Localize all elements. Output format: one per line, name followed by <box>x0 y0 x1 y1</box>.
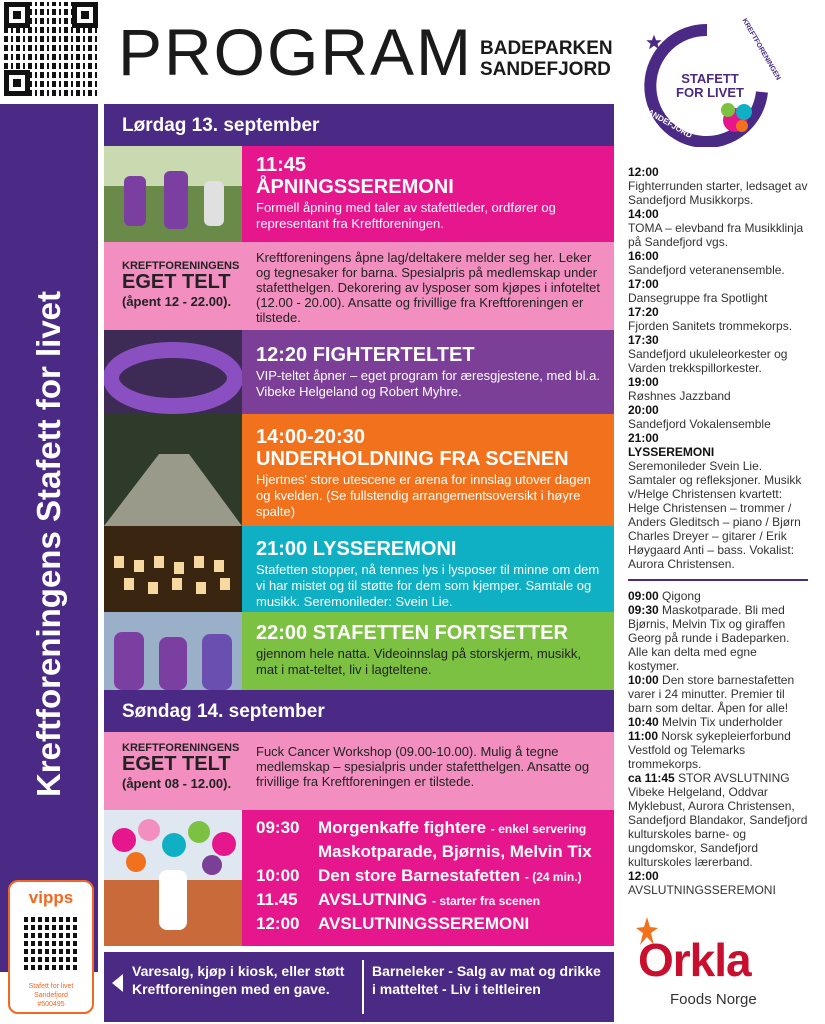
schedule-line: 12:00 AVSLUTNINGSSEREMONI <box>256 914 530 933</box>
logo-ring-right: KREFTFORENINGEN <box>740 17 782 82</box>
bottom-banner <box>104 952 614 1022</box>
event-text: gjennom hele natta. Videoinnslag på storskjerm, musikk, mat i mat-teltet, liv i lagteltene. <box>256 646 581 677</box>
event-time: 14:00-20:30 <box>256 426 365 448</box>
wristband-photo <box>104 330 242 414</box>
tent-label-c: (åpent 12 - 22.00). <box>122 294 232 309</box>
event-stafetten-fortsetter <box>104 612 614 690</box>
venue-line-1: BADEPARKEN <box>480 38 613 59</box>
day-header-saturday: Lørdag 13. september <box>104 104 614 146</box>
balloons-photo <box>104 810 242 946</box>
stage-item: 20:00 Sandefjord Vokalensemble <box>628 403 771 431</box>
tent-label-a: KREFTFORENINGENS <box>122 260 240 272</box>
schedule-line: 10:00 Den store Barnestafetten - (24 min.) <box>256 866 582 885</box>
venue <box>480 38 613 80</box>
sunday-schedule <box>104 810 614 946</box>
event-title: ÅPNINGSSEREMONI <box>256 176 454 198</box>
sunday-stage-list <box>628 589 808 897</box>
tent-label-a: KREFTFORENINGENS <box>122 742 240 754</box>
sponsor-logo <box>632 915 802 1015</box>
event-time: 11:45 <box>256 154 307 176</box>
right-column-schedule <box>628 165 808 897</box>
schedule-line: Maskotparade, Bjørnis, Melvin Tix <box>318 842 592 861</box>
path-photo <box>104 414 242 526</box>
stage-item: 12:00 Fighterrunden starter, ledsaget av Sandefjord Musikkorps. <box>628 165 808 207</box>
sidebar-title: Kreftforeningens Stafett for livet <box>30 290 67 798</box>
vipps-box[interactable] <box>8 880 94 1014</box>
event-title: LYSSEREMONI <box>312 538 457 560</box>
tent-label-b: EGET TELT <box>122 753 231 775</box>
event-lysseremoni <box>104 526 614 612</box>
event-fighterteltet <box>104 330 614 414</box>
event-text: VIP-teltet åpner – eget program for æresgjestene, med bl.a. Vibeke Helgeland og Robert Myhre. <box>256 368 600 399</box>
vipps-number: #500495 <box>37 1001 65 1008</box>
opening-photo <box>104 146 242 242</box>
venue-line-2: SANDEFJORD <box>480 59 611 80</box>
logo-line-2: FOR LIVET <box>676 85 744 100</box>
kreftforeningen-tent-saturday <box>104 242 614 330</box>
tent-label-c: (åpent 08 - 12.00). <box>122 776 232 791</box>
candles-photo <box>104 526 242 612</box>
stafett-logo <box>640 17 782 147</box>
stage-item: 21:00 <box>628 431 659 445</box>
schedule-line: 09:30 Morgenkaffe fightere - enkel servering <box>256 818 587 837</box>
logo-ring-left: SANDEFJORD <box>641 104 694 141</box>
bottom-right-text: Barneleker - Salg av mat og drikke i matteltet - Liv i teltleiren <box>372 963 601 997</box>
event-text: Stafetten stopper, nå tennes lys i lysposer til minne om dem vi har mistet og til støtte for dem som kjemper. Samtale og musikk. Seremonileder: Svein Lie. <box>256 562 600 609</box>
day-header-sunday: Søndag 14. september <box>104 690 614 732</box>
stage-item: 09:30 Maskotparade. Bli med Bjørnis, Melvin Tix og giraffen Georg på runde i Badeparken. Alle kan delta med egne kostymer. <box>628 603 790 673</box>
tent-text: Fuck Cancer Workshop (09.00-10.00). Mulig å tegne medlemskap – spesialpris under stafetthelgen. Ansatte og frivillige fra Kreftforeningen er tilstede. <box>256 744 590 789</box>
tent-label-b: EGET TELT <box>122 271 231 293</box>
tent-text: Kreftforeningens åpne lag/deltakere melder seg her. Leker og tegnesaker for barna. Spesialpris på medlemskap under stafetthelgen. Dekorering av lysposer som kjøpes i infoteltet (12.00 - 20.00). Ansatte og frivillige fra Kreftforeningen er tilstede. <box>256 250 600 325</box>
schedule-line: 11.45 AVSLUTNING - starter fra scenen <box>256 890 541 909</box>
event-title: FIGHTERTELTET <box>312 344 475 366</box>
stage-item: 16:00 Sandefjord veteranensemble. <box>628 249 785 277</box>
stage-item: 11:00 Norsk sykepleierforbund Vestfold og Telemarks trommekorps. <box>628 729 791 771</box>
event-time: 21:00 <box>256 538 308 560</box>
stage-item: 09:00 Qigong <box>628 589 701 603</box>
event-underholdning <box>104 414 614 526</box>
qr-code[interactable] <box>4 2 98 96</box>
stage-item: 10:40 Melvin Tix underholder <box>628 715 783 729</box>
bottom-left-text: Varesalg, kjøp i kiosk, eller støtt Kreftforeningen med en gave. <box>132 963 345 997</box>
stage-item: 10:00 Den store barnestafetten varer i 24 minutter. Premier til barn som deltar. Åpen for alle! <box>628 673 795 715</box>
kreftforeningen-tent-sunday <box>104 732 614 810</box>
logo-line-1: STAFETT <box>681 71 739 86</box>
vipps-qr-code[interactable] <box>24 914 80 970</box>
stage-item: 14:00 TOMA – elevband fra Musikklinja på Sandefjord vgs. <box>628 207 804 249</box>
sponsor-name: Orkla <box>638 934 751 986</box>
sidebar <box>0 104 98 972</box>
event-text: Hjertnes' store utescene er arena for innslag utover dagen og kvelden. (Se fullstendig arrangementsoversikt i høyre spalte) <box>256 472 591 519</box>
event-opening <box>104 146 614 242</box>
event-title: UNDERHOLDNING FRA SCENEN <box>256 448 569 470</box>
walkers-photo <box>104 612 242 690</box>
left-arrow-icon <box>112 974 123 992</box>
stage-item: 17:20 Fjorden Sanitets trommekorps. <box>628 305 793 333</box>
page-title: PROGRAM <box>118 15 474 89</box>
saturday-stage-list <box>628 165 808 571</box>
event-time: 12:20 <box>256 344 308 366</box>
stage-item: 19:00 Røshnes Jazzband <box>628 375 731 403</box>
vipps-caption: Stafett for livet Sandefjord <box>28 983 74 999</box>
vipps-label: vipps <box>28 888 74 907</box>
stage-item: 17:30 Sandefjord ukuleleorkester og Varden trekkspillorkester. <box>628 333 788 375</box>
sponsor-sub: Foods Norge <box>670 991 757 1008</box>
stage-item: 17:00 Dansegruppe fra Spotlight <box>628 277 768 305</box>
stage-item: Vibeke Helgeland, Oddvar Myklebust, Aurora Christensen, Sandefjord Blandakor, Sandefjord kulturskoles barne- og ungdomskor, Sandefjord kulturskoles lærerband. <box>628 785 808 869</box>
stage-item: LYSSEREMONI Seremonileder Svein Lie. Samtaler og refleksjoner. Musikk v/Helge Christensen kvartett: Helge Christensen – trommer / Anders Gleditsch – piano / Bjørn Charles Dreyer – gitarer / Erik Høygaard Anti – bass. Vokalist: Aurora Christensen. <box>628 445 802 571</box>
stage-item: ca 11:45 STOR AVSLUTNING <box>628 771 790 785</box>
event-title: STAFETTEN FORTSETTER <box>312 622 568 644</box>
stage-item: 12:00 AVSLUTNINGSSEREMONI <box>628 869 776 897</box>
event-text: Formell åpning med taler av stafettleder, ordfører og representant fra Kreftforeningen. <box>256 200 556 231</box>
event-time: 22:00 <box>256 622 308 644</box>
